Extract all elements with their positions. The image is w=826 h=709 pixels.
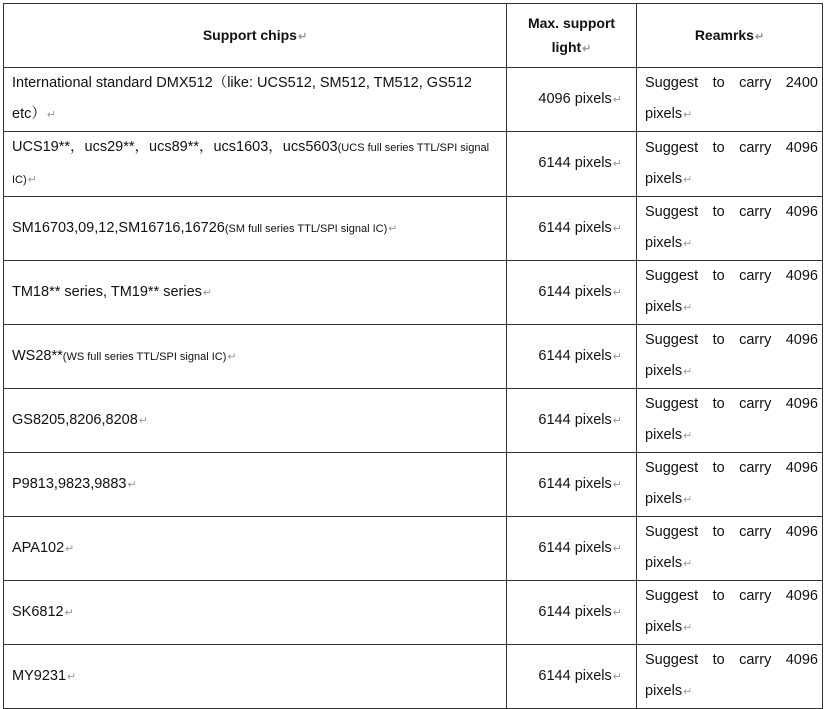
max-light-cell xyxy=(507,197,637,261)
header-support-chips xyxy=(4,4,507,68)
table-row xyxy=(4,581,823,645)
chip-name: International standard DMX512（like: UCS512, SM512, TM512, GS512 etc） ↵ xyxy=(12,75,472,122)
max-light-cell xyxy=(507,132,637,197)
remark-cell xyxy=(637,325,823,389)
table-row xyxy=(4,132,823,197)
chip-name: GS8205,8206,8208 ↵ xyxy=(12,412,148,428)
header-label: Max. support light ↵ xyxy=(528,15,615,55)
remark-cell xyxy=(637,389,823,453)
table-row xyxy=(4,645,823,709)
chip-name: TM18** series, TM19** series ↵ xyxy=(12,284,212,300)
chip-cell xyxy=(4,197,507,261)
chip-name: SM16703,09,12,SM16716,16726 xyxy=(12,219,225,236)
header-remarks xyxy=(637,4,823,68)
table-row xyxy=(4,517,823,581)
chip-note: (UCS full series TTL/SPI signal IC) ↵ xyxy=(12,142,489,186)
remark-cell xyxy=(637,517,823,581)
chip-note: (SM full series TTL/SPI signal IC) ↵ xyxy=(225,223,398,235)
max-light-cell xyxy=(507,325,637,389)
chip-cell xyxy=(4,581,507,645)
chip-cell xyxy=(4,261,507,325)
max-light-cell xyxy=(507,68,637,132)
chip-name: MY9231 ↵ xyxy=(12,668,76,684)
table-row xyxy=(4,325,823,389)
chip-name: P9813,9823,9883 ↵ xyxy=(12,476,137,492)
max-light-cell xyxy=(507,645,637,709)
remark-text: Suggest to carry 4096 pixels ↵ xyxy=(645,524,818,571)
remark-text: Suggest to carry 4096 pixels ↵ xyxy=(645,204,818,251)
remark-cell xyxy=(637,261,823,325)
max-light-value: 6144 pixels ↵ xyxy=(538,476,622,492)
max-light-value: 6144 pixels ↵ xyxy=(538,604,622,620)
table-row xyxy=(4,389,823,453)
header-max-support-light xyxy=(507,4,637,68)
remark-cell xyxy=(637,68,823,132)
max-light-value: 6144 pixels ↵ xyxy=(538,412,622,428)
chip-cell xyxy=(4,325,507,389)
chip-name: SK6812 ↵ xyxy=(12,604,74,620)
chip-name: APA102 ↵ xyxy=(12,540,74,556)
chip-cell xyxy=(4,517,507,581)
max-light-value: 6144 pixels ↵ xyxy=(538,668,622,684)
max-light-value: 6144 pixels ↵ xyxy=(538,220,622,236)
remark-text: Suggest to carry 4096 pixels ↵ xyxy=(645,332,818,379)
chip-cell xyxy=(4,132,507,197)
remark-cell xyxy=(637,645,823,709)
max-light-value: 6144 pixels ↵ xyxy=(538,348,622,364)
chip-cell xyxy=(4,68,507,132)
chip-name: WS28** xyxy=(12,347,63,364)
support-chips-table xyxy=(3,3,823,709)
table-row xyxy=(4,197,823,261)
max-light-cell xyxy=(507,261,637,325)
max-light-cell xyxy=(507,453,637,517)
chip-name: UCS19**，ucs29**，ucs89**，ucs1603，ucs5603 xyxy=(12,139,338,155)
remark-text: Suggest to carry 4096 pixels ↵ xyxy=(645,396,818,443)
max-light-value: 6144 pixels ↵ xyxy=(538,540,622,556)
max-light-cell xyxy=(507,389,637,453)
table-row xyxy=(4,453,823,517)
chip-note: (WS full series TTL/SPI signal IC) ↵ xyxy=(63,351,237,363)
chip-cell xyxy=(4,645,507,709)
max-light-value: 6144 pixels ↵ xyxy=(538,284,622,300)
table-row xyxy=(4,68,823,132)
remark-text: Suggest to carry 4096 pixels ↵ xyxy=(645,268,818,315)
remark-text: Suggest to carry 4096 pixels ↵ xyxy=(645,140,818,187)
max-light-value: 6144 pixels ↵ xyxy=(538,155,622,171)
chip-cell xyxy=(4,389,507,453)
header-row xyxy=(4,4,823,68)
remark-cell xyxy=(637,453,823,517)
remark-text: Suggest to carry 4096 pixels ↵ xyxy=(645,588,818,635)
remark-cell xyxy=(637,581,823,645)
remark-text: Suggest to carry 2400 pixels ↵ xyxy=(645,75,818,122)
max-light-cell xyxy=(507,517,637,581)
max-light-value: 4096 pixels ↵ xyxy=(538,91,622,107)
header-label: Reamrks ↵ xyxy=(695,27,764,43)
remark-cell xyxy=(637,197,823,261)
header-label: Support chips ↵ xyxy=(203,27,307,43)
remark-text: Suggest to carry 4096 pixels ↵ xyxy=(645,460,818,507)
remark-text: Suggest to carry 4096 pixels ↵ xyxy=(645,652,818,699)
table-row xyxy=(4,261,823,325)
chip-cell xyxy=(4,453,507,517)
remark-cell xyxy=(637,132,823,197)
max-light-cell xyxy=(507,581,637,645)
